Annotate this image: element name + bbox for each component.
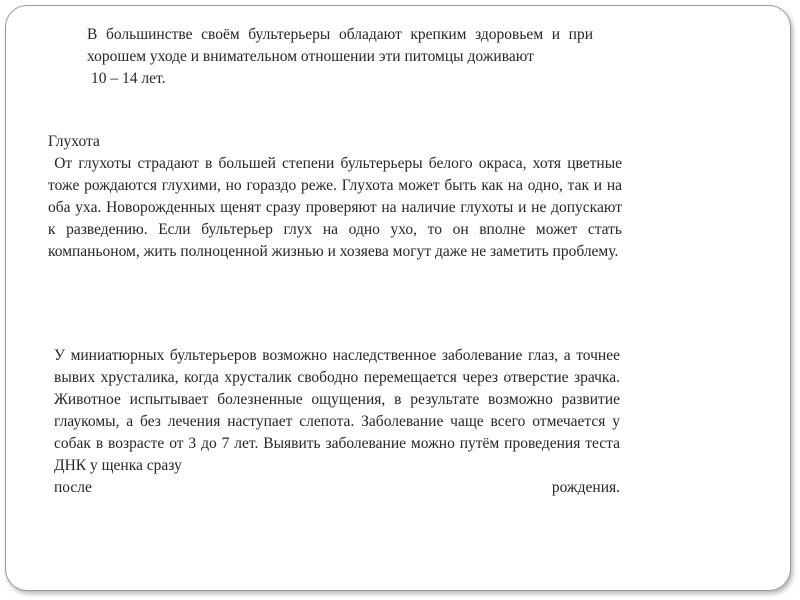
last-line-right: рождения. [551, 479, 620, 496]
intro-paragraph [87, 24, 593, 90]
eye-disease-paragraph [54, 345, 620, 499]
deafness-text: От глухоты страдают в большей степени бультерьеры белого окраса, хотя цветные тоже рождаются глухими, но гораздо реже. Глухота может быть как на одно, так и на оба уха. Новорожденных щенят сразу проверяют на наличие глухоты и не допускают к разведению. Если бультерьер глух на одно ухо, то он вполне может стать компаньоном, жить полноценной жизнью и хозяева могут даже не заметить проблему. [48, 155, 626, 260]
lifespan-years: 10 – 14 лет. [91, 70, 166, 87]
slide-frame [5, 5, 791, 591]
intro-text: В большинстве своём бультерьеры обладают крепким здоровьем и при хорошем уходе и внимательном отношении эти питомцы доживают [87, 26, 593, 65]
deafness-heading: Глухота [48, 133, 100, 150]
last-line-left: после [54, 479, 92, 496]
eye-disease-text: У миниатюрных бультерьеров возможно наследственное заболевание глаз, а точнее вывих хрусталика, когда хрусталик свободно перемещается через отверстие зрачка. Животное испытывает болезненные ощущения, в результате возможно развитие глаукомы, а без лечения наступает слепота. Заболевание чаще всего отмечается у собак в возрасте от 3 до 7 лет. Выявить заболевание можно путём проведения теста ДНК у щенка сразу [54, 347, 620, 474]
deafness-section [48, 131, 626, 263]
eye-disease-last-line [54, 477, 620, 499]
